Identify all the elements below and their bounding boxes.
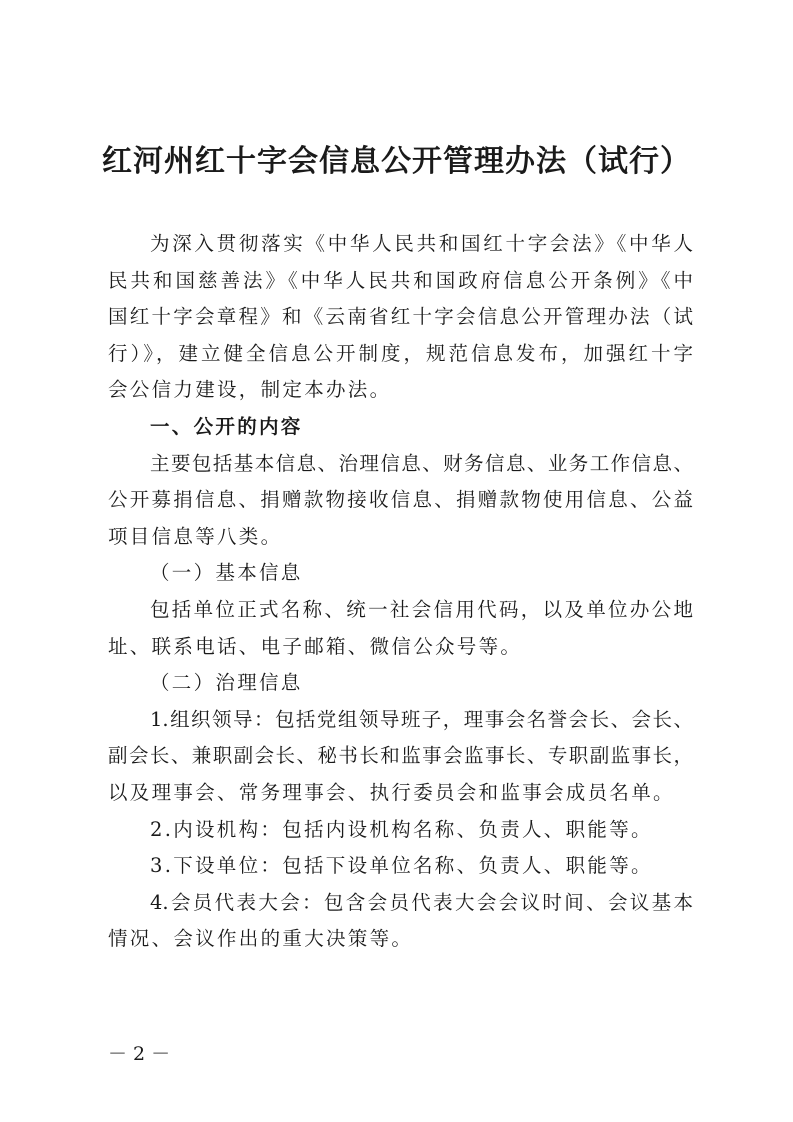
paragraph-leadership-line-2: 副会长、兼职副会长、秘书长和监事会监事长、专职副监事长， [108, 744, 693, 768]
section-heading-1: 一、公开的内容 [150, 414, 303, 438]
document-title: 红河州红十字会信息公开管理办法（试行） [102, 144, 691, 179]
paragraph-congress-line-1: 4.会员代表大会：包含会员代表大会会议时间、会议基本 [150, 890, 693, 914]
paragraph-leadership-line-3: 以及理事会、常务理事会、执行委员会和监事会成员名单。 [108, 780, 675, 804]
paragraph-intro-line-1: 为深入贯彻落实《中华人民共和国红十字会法》《中华人 [150, 232, 693, 255]
paragraph-leadership-line-1: 1.组织领导：包括党组领导班子，理事会名誉会长、会长、 [150, 707, 693, 731]
paragraph-intro-line-2: 民共和国慈善法》《中华人民共和国政府信息公开条例》《中 [108, 268, 693, 292]
paragraph-internal-units: 2.内设机构：包括内设机构名称、负责人、职能等。 [150, 817, 653, 841]
paragraph-intro-line-4: 行）》，建立健全信息公开制度，规范信息发布，加强红十字 [108, 341, 693, 365]
paragraph-congress-line-2: 情况、会议作出的重大决策等。 [108, 927, 414, 951]
paragraph-content-line-3: 项目信息等八类。 [108, 524, 283, 548]
subheading-governance-info: （二）治理信息 [150, 671, 303, 695]
paragraph-subordinate-units: 3.下设单位：包括下设单位名称、负责人、职能等。 [150, 854, 653, 878]
paragraph-basic-line-1: 包括单位正式名称、统一社会信用代码，以及单位办公地 [150, 597, 693, 621]
paragraph-content-line-2: 公开募捐信息、捐赠款物接收信息、捐赠款物使用信息、公益 [108, 488, 693, 512]
paragraph-basic-line-2: 址、联系电话、电子邮箱、微信公众号等。 [108, 634, 523, 658]
page-number: － 2 － [108, 1043, 171, 1065]
subheading-basic-info: （一）基本信息 [150, 561, 303, 585]
document-body [108, 226, 693, 958]
paragraph-intro-line-5: 会公信力建设，制定本办法。 [108, 378, 392, 402]
paragraph-content-line-1: 主要包括基本信息、治理信息、财务信息、业务工作信息、 [150, 451, 693, 475]
paragraph-intro-line-3: 国红十字会章程》和《云南省红十字会信息公开管理办法（试 [108, 305, 693, 329]
